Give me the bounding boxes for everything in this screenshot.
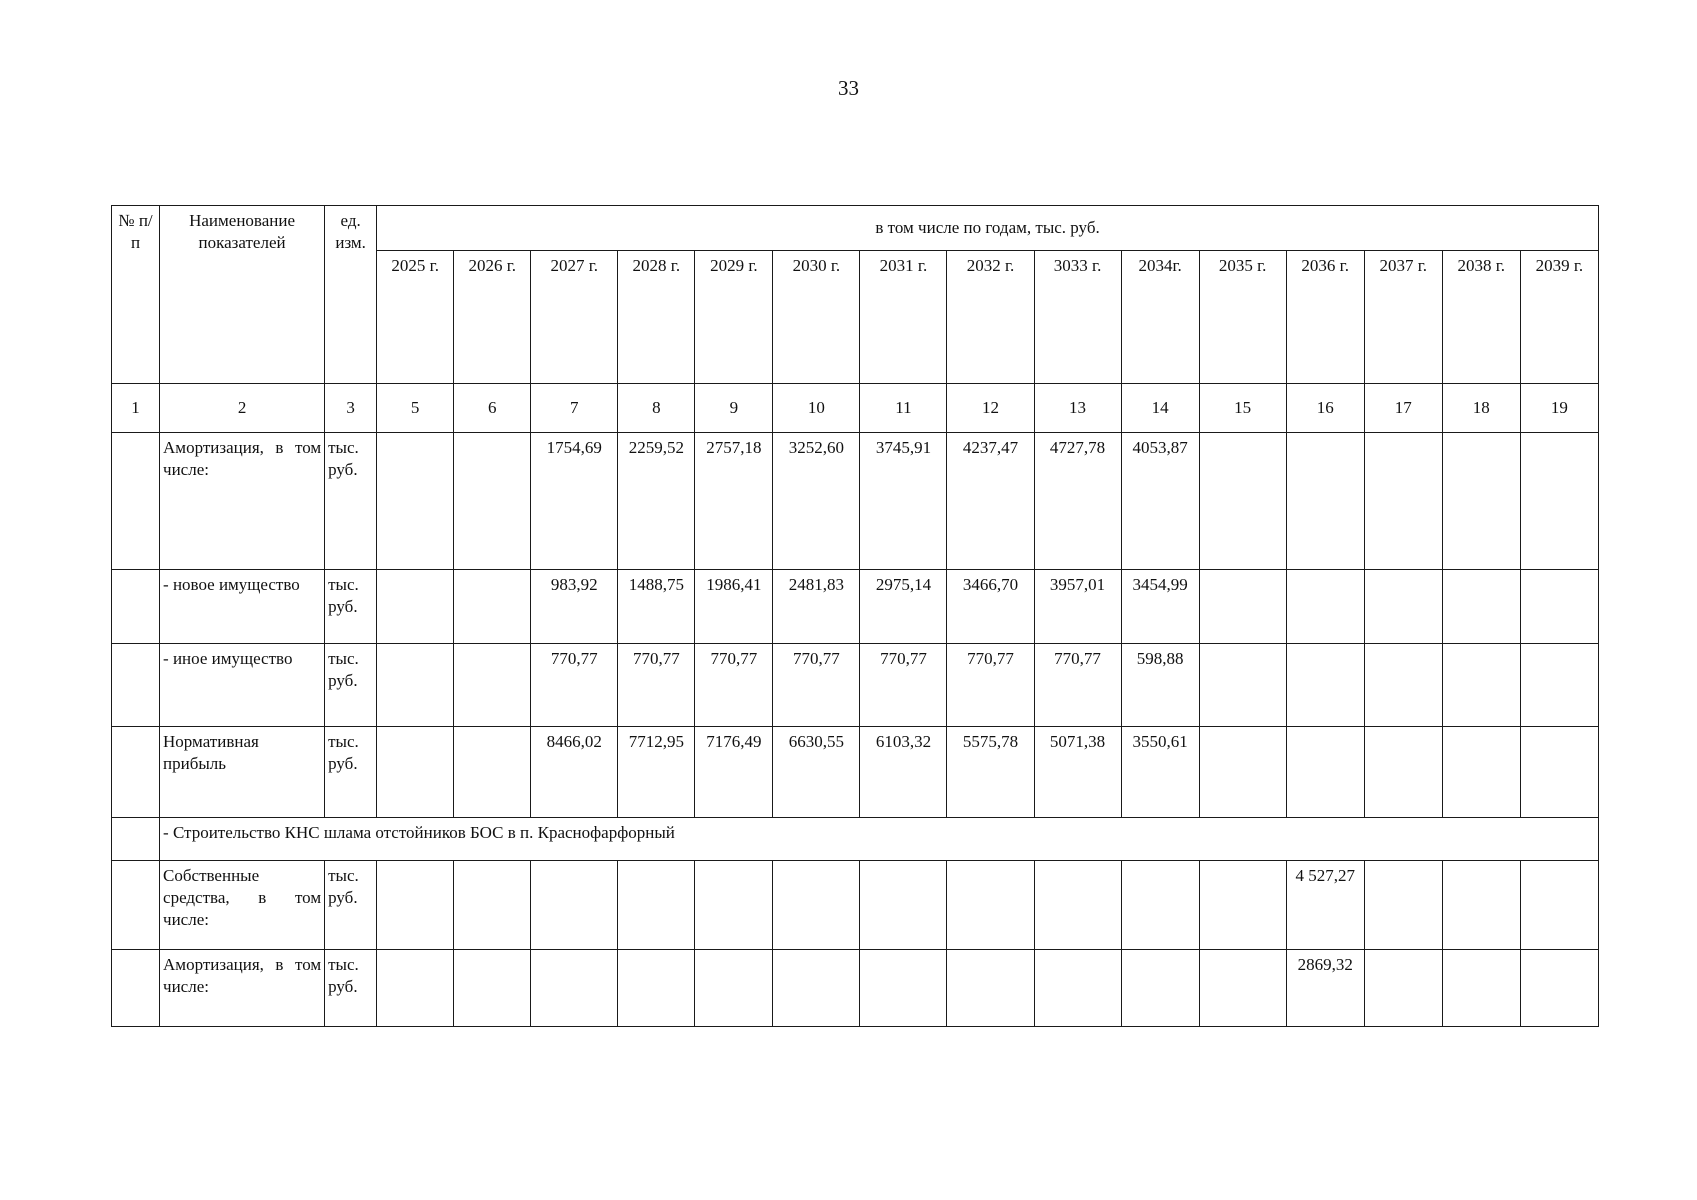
- value-cell: [1520, 861, 1598, 950]
- value-cell: [1520, 570, 1598, 644]
- value-cell: 3745,91: [860, 433, 947, 570]
- value-cell: 5071,38: [1034, 727, 1121, 818]
- value-cell: [377, 644, 454, 727]
- row-unit: тыс. руб.: [325, 861, 377, 950]
- value-cell: [454, 861, 531, 950]
- value-cell: 770,77: [860, 644, 947, 727]
- value-cell: [1442, 433, 1520, 570]
- column-index-cell: 7: [531, 384, 618, 433]
- value-cell: [454, 950, 531, 1027]
- value-cell: [1442, 570, 1520, 644]
- value-cell: [618, 861, 695, 950]
- year-header: 2036 г.: [1286, 251, 1364, 384]
- column-index-cell: 12: [947, 384, 1034, 433]
- year-header: 2034г.: [1121, 251, 1199, 384]
- value-cell: [1520, 950, 1598, 1027]
- value-cell: [1199, 861, 1286, 950]
- column-index-cell: 17: [1364, 384, 1442, 433]
- row-name: - новое имущество: [160, 570, 325, 644]
- value-cell: 8466,02: [531, 727, 618, 818]
- value-cell: 598,88: [1121, 644, 1199, 727]
- year-header: 2031 г.: [860, 251, 947, 384]
- column-index-cell: 11: [860, 384, 947, 433]
- year-header: 2032 г.: [947, 251, 1034, 384]
- value-cell: [454, 570, 531, 644]
- value-cell: [1199, 950, 1286, 1027]
- year-header: 2028 г.: [618, 251, 695, 384]
- row-unit: тыс. руб.: [325, 950, 377, 1027]
- value-cell: 770,77: [531, 644, 618, 727]
- year-header: 2037 г.: [1364, 251, 1442, 384]
- value-cell: 1754,69: [531, 433, 618, 570]
- row-num: [112, 644, 160, 727]
- value-cell: [860, 861, 947, 950]
- value-cell: [454, 644, 531, 727]
- column-index-cell: 18: [1442, 384, 1520, 433]
- value-cell: [1442, 644, 1520, 727]
- year-header: 3033 г.: [1034, 251, 1121, 384]
- value-cell: [1199, 570, 1286, 644]
- value-cell: 770,77: [947, 644, 1034, 727]
- value-cell: 4 527,27: [1286, 861, 1364, 950]
- value-cell: [1520, 727, 1598, 818]
- row-num: [112, 433, 160, 570]
- column-index-cell: 16: [1286, 384, 1364, 433]
- year-header: 2029 г.: [695, 251, 773, 384]
- value-cell: [1034, 950, 1121, 1027]
- value-cell: [454, 433, 531, 570]
- year-header: 2038 г.: [1442, 251, 1520, 384]
- value-cell: 2757,18: [695, 433, 773, 570]
- value-cell: [1364, 570, 1442, 644]
- column-index-cell: 10: [773, 384, 860, 433]
- column-index-cell: 19: [1520, 384, 1598, 433]
- row-unit: тыс. руб.: [325, 433, 377, 570]
- value-cell: 6103,32: [860, 727, 947, 818]
- row-num: [112, 950, 160, 1027]
- header-num: № п/п: [112, 206, 160, 384]
- value-cell: [618, 950, 695, 1027]
- value-cell: [1034, 861, 1121, 950]
- value-cell: 770,77: [773, 644, 860, 727]
- table-row: [112, 433, 1599, 570]
- value-cell: [1364, 644, 1442, 727]
- value-cell: 4053,87: [1121, 433, 1199, 570]
- value-cell: [860, 950, 947, 1027]
- value-cell: [377, 570, 454, 644]
- value-cell: [947, 950, 1034, 1027]
- column-index-cell: 2: [160, 384, 325, 433]
- value-cell: 7176,49: [695, 727, 773, 818]
- column-index-row: [112, 384, 1599, 433]
- row-name: Амортизация, в том числе:: [160, 950, 325, 1027]
- column-index-cell: 13: [1034, 384, 1121, 433]
- value-cell: 1986,41: [695, 570, 773, 644]
- value-cell: 2975,14: [860, 570, 947, 644]
- year-header: 2039 г.: [1520, 251, 1598, 384]
- column-index-cell: 8: [618, 384, 695, 433]
- column-index-cell: 14: [1121, 384, 1199, 433]
- table-row: [112, 644, 1599, 727]
- value-cell: [377, 861, 454, 950]
- value-cell: [947, 861, 1034, 950]
- value-cell: [377, 433, 454, 570]
- value-cell: 5575,78: [947, 727, 1034, 818]
- value-cell: 2869,32: [1286, 950, 1364, 1027]
- value-cell: [695, 950, 773, 1027]
- value-cell: [454, 727, 531, 818]
- year-header: 2026 г.: [454, 251, 531, 384]
- value-cell: [1520, 644, 1598, 727]
- value-cell: 2259,52: [618, 433, 695, 570]
- value-cell: [1364, 727, 1442, 818]
- value-cell: 3454,99: [1121, 570, 1199, 644]
- table-row: [112, 950, 1599, 1027]
- table-row: [112, 861, 1599, 950]
- value-cell: 770,77: [618, 644, 695, 727]
- value-cell: 3252,60: [773, 433, 860, 570]
- column-index-cell: 1: [112, 384, 160, 433]
- value-cell: [1199, 727, 1286, 818]
- value-cell: [1121, 861, 1199, 950]
- row-name: - иное имущество: [160, 644, 325, 727]
- value-cell: 770,77: [695, 644, 773, 727]
- value-cell: 4727,78: [1034, 433, 1121, 570]
- column-index-cell: 15: [1199, 384, 1286, 433]
- section-row: [112, 818, 1599, 861]
- row-name: Амортизация, в том числе:: [160, 433, 325, 570]
- row-num: [112, 861, 160, 950]
- value-cell: 3550,61: [1121, 727, 1199, 818]
- row-unit: тыс. руб.: [325, 727, 377, 818]
- value-cell: [1442, 727, 1520, 818]
- row-unit: тыс. руб.: [325, 644, 377, 727]
- value-cell: [773, 861, 860, 950]
- year-header: 2030 г.: [773, 251, 860, 384]
- table-row: [112, 570, 1599, 644]
- section-num: [112, 818, 160, 861]
- page-number: 33: [838, 76, 859, 100]
- value-cell: [1286, 570, 1364, 644]
- value-cell: [531, 861, 618, 950]
- value-cell: 2481,83: [773, 570, 860, 644]
- section-title: - Строительство КНС шлама отстойников БОС в п. Краснофарфорный: [160, 818, 1599, 861]
- value-cell: [531, 950, 618, 1027]
- value-cell: [695, 861, 773, 950]
- value-cell: [1364, 950, 1442, 1027]
- value-cell: [773, 950, 860, 1027]
- value-cell: [1364, 433, 1442, 570]
- column-index-cell: 9: [695, 384, 773, 433]
- value-cell: [377, 950, 454, 1027]
- table-row: [112, 727, 1599, 818]
- indicators-table: [111, 205, 1599, 1027]
- value-cell: [1520, 433, 1598, 570]
- header-row: [112, 206, 1599, 251]
- value-cell: 770,77: [1034, 644, 1121, 727]
- value-cell: 6630,55: [773, 727, 860, 818]
- header-unit: ед. изм.: [325, 206, 377, 384]
- row-name: Нормативная прибыль: [160, 727, 325, 818]
- value-cell: [1286, 644, 1364, 727]
- header-years-group: в том числе по годам, тыс. руб.: [377, 206, 1599, 251]
- value-cell: [1286, 433, 1364, 570]
- row-num: [112, 570, 160, 644]
- year-header: 2025 г.: [377, 251, 454, 384]
- value-cell: 7712,95: [618, 727, 695, 818]
- value-cell: 3957,01: [1034, 570, 1121, 644]
- row-unit: тыс. руб.: [325, 570, 377, 644]
- value-cell: 1488,75: [618, 570, 695, 644]
- value-cell: [1121, 950, 1199, 1027]
- column-index-cell: 3: [325, 384, 377, 433]
- column-index-cell: 5: [377, 384, 454, 433]
- value-cell: [1199, 644, 1286, 727]
- year-header: 2027 г.: [531, 251, 618, 384]
- row-name: Собственные средства, в том числе:: [160, 861, 325, 950]
- column-index-cell: 6: [454, 384, 531, 433]
- value-cell: [1442, 861, 1520, 950]
- header-name: Наименование показателей: [160, 206, 325, 384]
- value-cell: 4237,47: [947, 433, 1034, 570]
- year-header: 2035 г.: [1199, 251, 1286, 384]
- row-num: [112, 727, 160, 818]
- value-cell: [1286, 727, 1364, 818]
- value-cell: [1199, 433, 1286, 570]
- value-cell: [377, 727, 454, 818]
- value-cell: 3466,70: [947, 570, 1034, 644]
- value-cell: 983,92: [531, 570, 618, 644]
- value-cell: [1364, 861, 1442, 950]
- value-cell: [1442, 950, 1520, 1027]
